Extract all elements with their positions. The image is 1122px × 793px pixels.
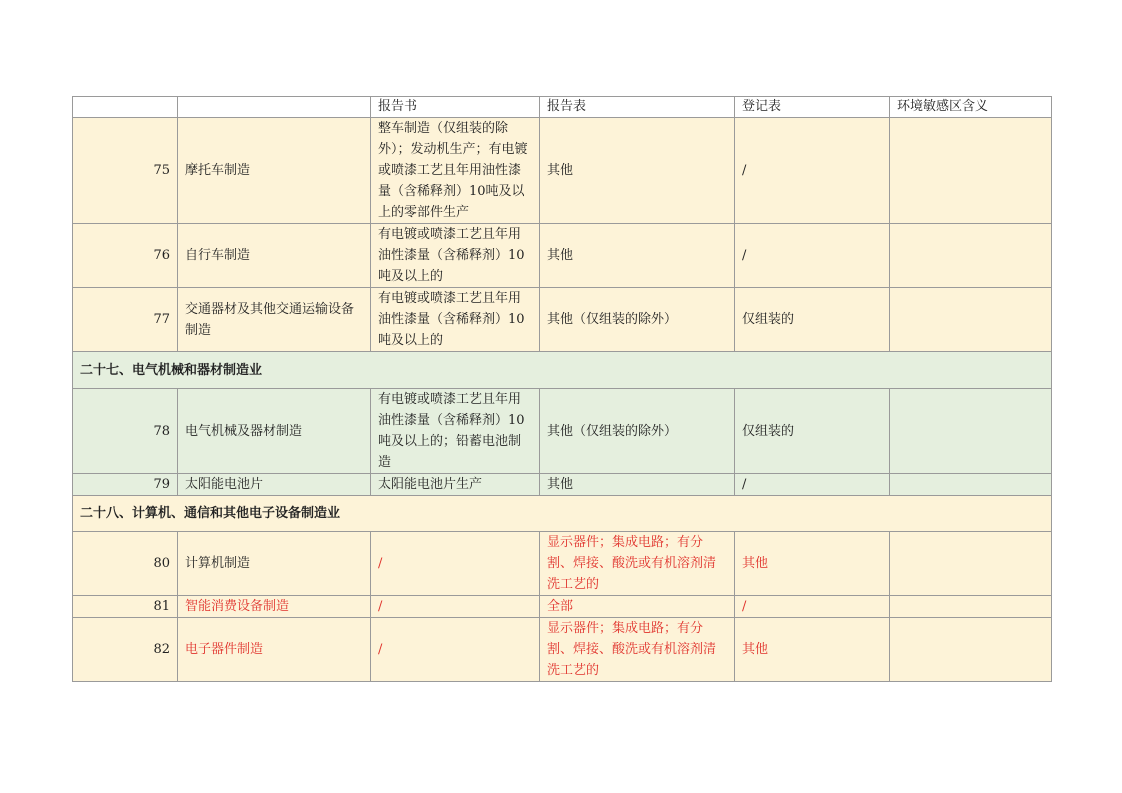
row-category: 自行车制造	[178, 224, 371, 288]
row-number: 80	[73, 532, 178, 596]
row-report-book: /	[371, 618, 540, 682]
row-number: 78	[73, 389, 178, 474]
section-row	[73, 496, 1052, 532]
table-row	[73, 596, 1052, 618]
row-number: 75	[73, 118, 178, 224]
row-sensitive-area	[890, 118, 1052, 224]
row-category: 智能消费设备制造	[178, 596, 371, 618]
table-row	[73, 288, 1052, 352]
table-row	[73, 118, 1052, 224]
row-report-book: 整车制造（仅组装的除外）；发动机生产；有电镀或喷漆工艺且年用油性漆量（含稀释剂）10吨及以上的零部件生产	[371, 118, 540, 224]
row-number: 79	[73, 474, 178, 496]
table-row	[73, 618, 1052, 682]
row-report-form: 其他	[540, 224, 735, 288]
table-row	[73, 224, 1052, 288]
table-row	[73, 474, 1052, 496]
row-register-form: 仅组装的	[735, 389, 890, 474]
row-register-form: /	[735, 596, 890, 618]
row-number: 81	[73, 596, 178, 618]
row-number: 82	[73, 618, 178, 682]
header-report-form: 报告表	[540, 97, 735, 118]
row-report-book: 有电镀或喷漆工艺且年用油性漆量（含稀释剂）10吨及以上的	[371, 224, 540, 288]
row-number: 76	[73, 224, 178, 288]
row-category: 太阳能电池片	[178, 474, 371, 496]
row-category: 摩托车制造	[178, 118, 371, 224]
row-sensitive-area	[890, 288, 1052, 352]
row-report-form: 显示器件；集成电路；有分割、焊接、酸洗或有机溶剂清洗工艺的	[540, 618, 735, 682]
row-sensitive-area	[890, 596, 1052, 618]
table-row	[73, 389, 1052, 474]
row-category: 电气机械及器材制造	[178, 389, 371, 474]
row-sensitive-area	[890, 474, 1052, 496]
row-category: 计算机制造	[178, 532, 371, 596]
row-report-form: 其他（仅组装的除外）	[540, 288, 735, 352]
row-report-book: 有电镀或喷漆工艺且年用油性漆量（含稀释剂）10吨及以上的	[371, 288, 540, 352]
section-title: 二十八、计算机、通信和其他电子设备制造业	[73, 496, 1052, 532]
row-report-form: 其他（仅组装的除外）	[540, 389, 735, 474]
row-sensitive-area	[890, 618, 1052, 682]
row-sensitive-area	[890, 532, 1052, 596]
row-register-form: 仅组装的	[735, 288, 890, 352]
header-cell-name	[178, 97, 371, 118]
row-report-book: 有电镀或喷漆工艺且年用油性漆量（含稀释剂）10吨及以上的；铅蓄电池制造	[371, 389, 540, 474]
row-register-form: 其他	[735, 532, 890, 596]
row-report-book: /	[371, 596, 540, 618]
row-report-book: 太阳能电池片生产	[371, 474, 540, 496]
table-row	[73, 532, 1052, 596]
row-register-form: /	[735, 118, 890, 224]
row-number: 77	[73, 288, 178, 352]
header-register-form: 登记表	[735, 97, 890, 118]
row-report-form: 其他	[540, 474, 735, 496]
row-register-form: /	[735, 474, 890, 496]
classification-table	[72, 96, 1052, 682]
row-sensitive-area	[890, 389, 1052, 474]
row-report-form: 显示器件；集成电路；有分割、焊接、酸洗或有机溶剂清洗工艺的	[540, 532, 735, 596]
row-register-form: /	[735, 224, 890, 288]
table-header-row	[73, 97, 1052, 118]
row-category: 电子器件制造	[178, 618, 371, 682]
section-title: 二十七、电气机械和器材制造业	[73, 352, 1052, 389]
row-sensitive-area	[890, 224, 1052, 288]
row-report-book: /	[371, 532, 540, 596]
header-sensitive-area: 环境敏感区含义	[890, 97, 1052, 118]
row-report-form: 其他	[540, 118, 735, 224]
row-report-form: 全部	[540, 596, 735, 618]
header-report-book: 报告书	[371, 97, 540, 118]
section-row	[73, 352, 1052, 389]
row-register-form: 其他	[735, 618, 890, 682]
row-category: 交通器材及其他交通运输设备制造	[178, 288, 371, 352]
header-cell-num	[73, 97, 178, 118]
